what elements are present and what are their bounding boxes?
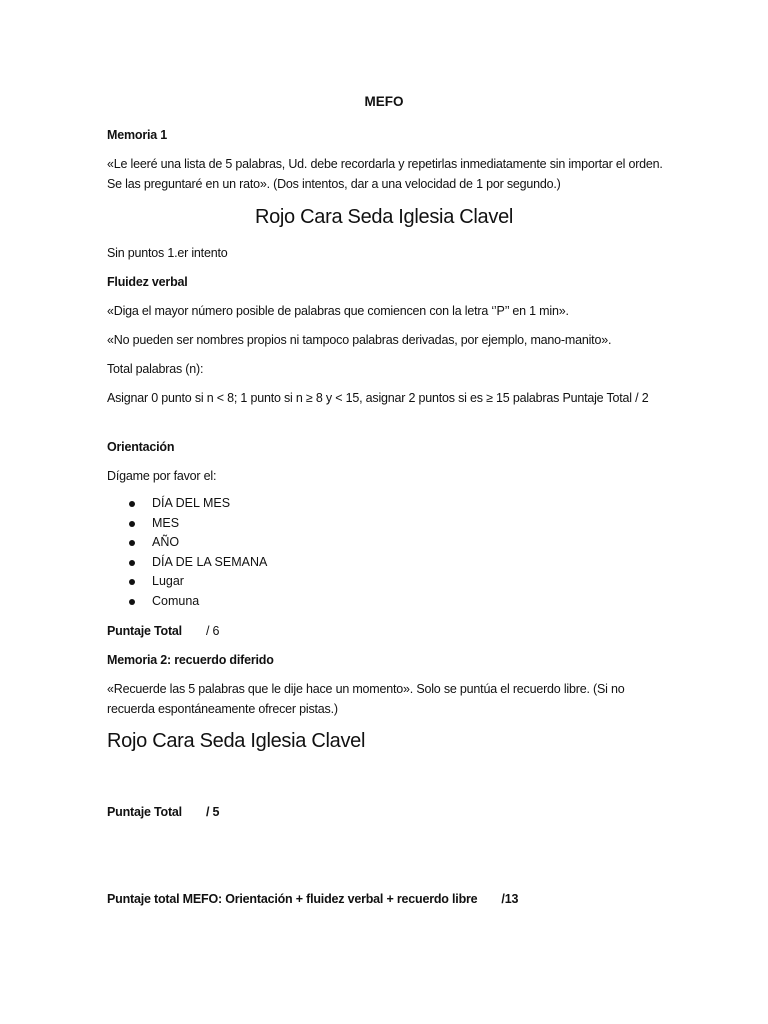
list-item xyxy=(107,494,267,514)
memoria1-word-list: Rojo Cara Seda Iglesia Clavel xyxy=(254,206,514,228)
list-item xyxy=(107,553,267,573)
memoria2-score-max: / 5 xyxy=(205,805,220,819)
fluidez-scoring-rule: Asignar 0 punto si n < 8; 1 punto si n ≥ 8 y < 15, asignar 2 puntos si es ≥ 15 palabras Puntaje Total / 2 xyxy=(107,391,649,405)
list-item-label: DÍA DE LA SEMANA xyxy=(152,554,268,569)
memoria1-instruction: «Le leeré una lista de 5 palabras, Ud. debe recordarla y repetirlas inmediatamente sin importar el orden. Se las preguntaré en un rato». (Dos intentos, dar a una velocidad de 1 por segundo.) xyxy=(107,157,663,191)
orientacion-heading: Orientación xyxy=(107,440,175,454)
memoria1-note: Sin puntos 1.er intento xyxy=(107,246,228,260)
list-item-label: AÑO xyxy=(152,535,180,549)
orientacion-prompt: Dígame por favor el: xyxy=(107,469,217,483)
fluidez-total-label: Total palabras (n): xyxy=(107,362,204,376)
list-item-label: MES xyxy=(152,515,180,530)
bullet-icon xyxy=(129,579,135,585)
memoria2-score-line xyxy=(107,803,667,823)
fluidez-instruction-2: «No pueden ser nombres propios ni tampoco palabras derivadas, por ejemplo, mano-manito». xyxy=(107,333,612,347)
orientacion-items-list xyxy=(107,494,267,611)
orientacion-score-label: Puntaje Total xyxy=(107,624,182,638)
list-item xyxy=(107,572,267,592)
bullet-icon xyxy=(129,540,135,546)
memoria1-heading: Memoria 1 xyxy=(107,128,168,142)
memoria2-score-label: Puntaje Total xyxy=(107,805,182,819)
document-title: MEFO xyxy=(364,94,404,109)
mefo-total-line xyxy=(107,890,667,910)
memoria2-word-list: Rojo Cara Seda Iglesia Clavel xyxy=(107,730,366,752)
list-item xyxy=(107,533,267,553)
orientacion-score-line xyxy=(107,622,667,642)
mefo-total-label: Puntaje total MEFO: Orientación + fluidez verbal + recuerdo libre xyxy=(107,892,478,906)
list-item xyxy=(107,592,267,612)
list-item-label: Comuna xyxy=(152,593,200,608)
bullet-icon xyxy=(129,521,135,527)
orientacion-score-max: / 6 xyxy=(205,624,220,638)
fluidez-instruction-1: «Diga el mayor número posible de palabras que comiencen con la letra ‘’P’’ en 1 min». xyxy=(107,304,569,318)
bullet-icon xyxy=(129,599,135,605)
list-item-label: DÍA DEL MES xyxy=(152,496,231,510)
memoria2-instruction: «Recuerde las 5 palabras que le dije hace un momento». Solo se puntúa el recuerdo libre. (Si no recuerda espontáneamente ofrecer pistas.) xyxy=(107,682,625,716)
fluidez-heading: Fluidez verbal xyxy=(107,275,188,289)
list-item-label: Lugar xyxy=(152,574,184,588)
bullet-icon xyxy=(129,560,135,566)
mefo-total-max: /13 xyxy=(501,892,519,906)
bullet-icon xyxy=(129,501,135,507)
list-item xyxy=(107,514,267,534)
memoria2-heading: Memoria 2: recuerdo diferido xyxy=(107,653,274,667)
